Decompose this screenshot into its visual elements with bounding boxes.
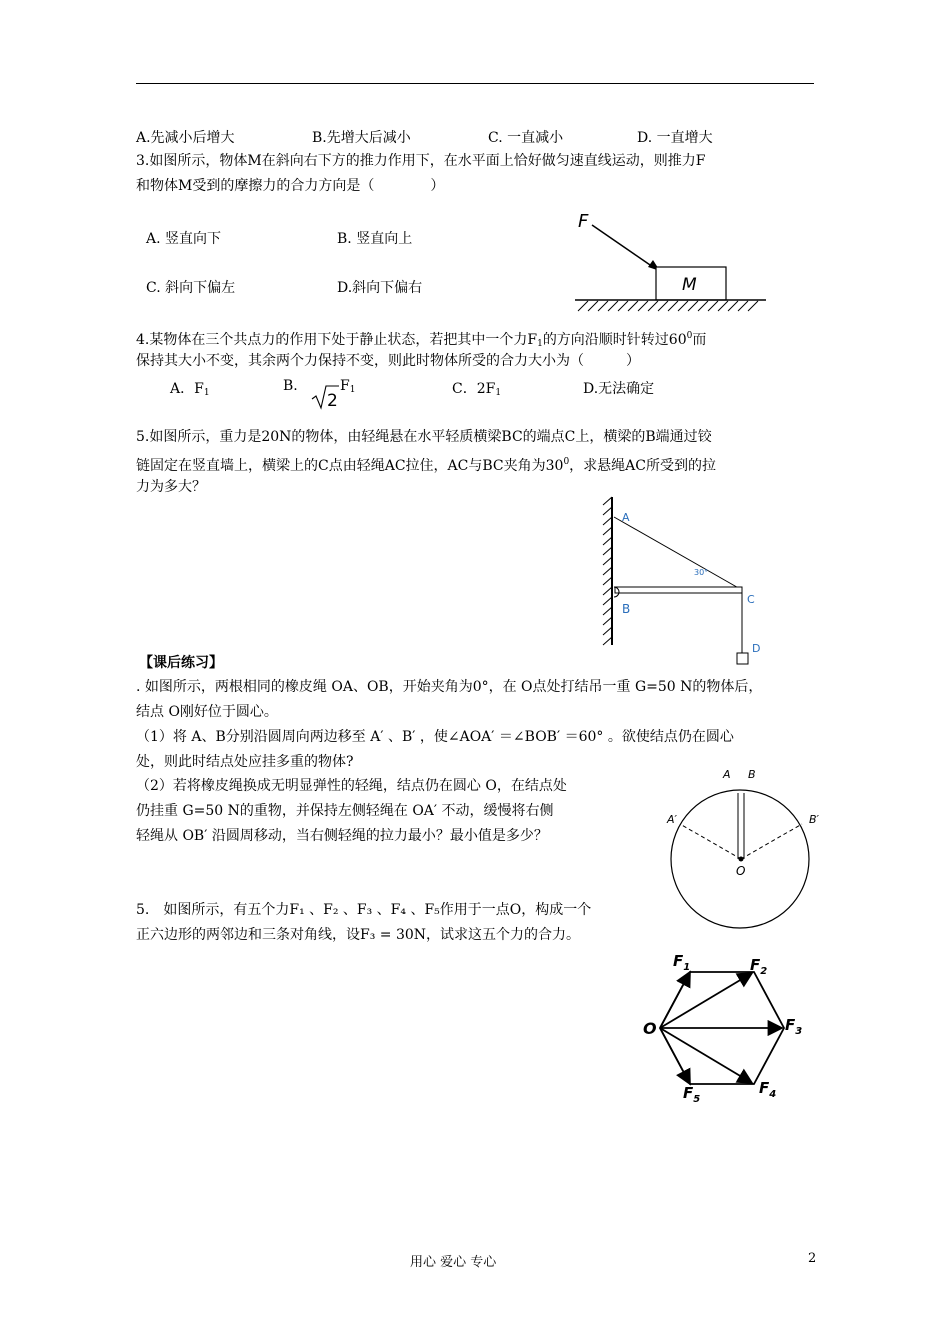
f3-sub: 3 — [795, 1026, 803, 1037]
q4-option-d: D.无法确定 — [583, 381, 655, 397]
exercise-line3: （1）将 A、B分别沿圆周向两边移至 A′ 、B′ ，使∠AOA′ ＝∠BOB′ ＝60° 。欲使结点仍在圆心 — [136, 729, 734, 745]
q2-option-c: C. 一直减小 — [488, 130, 564, 146]
forces-text-line2: 正六边形的两邻边和三条对角线，设F₃ = 30N，试求这五个力的合力。 — [136, 927, 581, 943]
sqrt-radicand: 2 — [327, 391, 338, 411]
f4-label — [759, 1079, 776, 1100]
f2-symbol: F — [750, 956, 761, 974]
q4-option-b-sqrt — [310, 383, 340, 411]
force-f-label: F — [578, 211, 589, 232]
footer-center: 用心 爱心 专心 — [410, 1255, 497, 1270]
q3-option-a: A. 竖直向下 — [146, 231, 222, 247]
exercise-line1: . 如图所示，两根相同的橡皮绳 OA、OB，开始夹角为0°，在 O点处打结吊一重 G=50 N的物体后， — [136, 679, 763, 695]
point-d-label: D — [752, 642, 761, 655]
q4-option-a — [170, 378, 210, 398]
q4-line1-sub: 1 — [537, 339, 543, 349]
f3-symbol: F — [785, 1016, 796, 1034]
f2-sub: 2 — [760, 966, 768, 977]
f1-label — [673, 952, 690, 973]
q4-line1-part-b: 的方向沿顺时针转过60 — [542, 332, 687, 348]
q4-line1-part-c: 而 — [692, 332, 707, 348]
hex-o-label: O — [643, 1019, 657, 1038]
q4-text-line1 — [136, 326, 706, 354]
q4-option-b-sub: 1 — [349, 385, 356, 395]
f5-sub: 5 — [693, 1094, 701, 1105]
exercise-line4: 处，则此时结点处应挂多重的物体? — [136, 754, 354, 770]
circle-figure — [660, 760, 820, 935]
f1-symbol: F — [673, 952, 684, 970]
q4-option-c-sub: 1 — [495, 388, 502, 398]
q4-text-line2: 保持其大小不变，其余两个力保持不变，则此时物体所受的合力大小为（ ） — [136, 353, 640, 369]
point-a-label: A — [622, 511, 630, 524]
f5-symbol: F — [683, 1084, 694, 1102]
f4-sub: 4 — [769, 1089, 777, 1100]
f5-label — [683, 1084, 700, 1105]
f3-label — [785, 1016, 802, 1037]
exercise-line7: 轻绳从 OB′ 沿圆周移动，当右侧轻绳的拉力最小？最小值是多少？ — [136, 828, 548, 844]
q3-figure — [570, 205, 770, 317]
block-m-label: M — [682, 275, 697, 295]
q3-option-d: D.斜向下偏右 — [337, 280, 423, 296]
header-rule — [136, 83, 814, 84]
circle-label-b: B — [748, 768, 756, 781]
q3-option-c: C. 斜向下偏左 — [146, 280, 236, 296]
q5-text-line2 — [136, 452, 716, 476]
circle-label-b-prime: B′ — [809, 813, 820, 826]
q4-option-a-sub: 1 — [203, 388, 210, 398]
exercise-line6: 仍挂重 G=50 N的重物，并保持左侧轻绳在 OA′ 不动，缓慢将右侧 — [136, 803, 554, 819]
q4-option-b: B. — [283, 378, 298, 394]
q5-text-line3: 力为多大？ — [136, 479, 206, 495]
f2-label — [750, 956, 767, 977]
q4-option-c-text: C．2F — [452, 381, 496, 397]
circle-label-a-prime: A′ — [667, 813, 678, 826]
q4-option-b-f-text: F — [340, 378, 350, 394]
point-c-label: C — [747, 593, 755, 606]
q3-text-line1: 3.如图所示，物体M在斜向右下方的推力作用下，在水平面上恰好做匀速直线运动，则推力F — [136, 153, 706, 169]
q5-line2-part-b: ，求悬绳AC所受到的拉 — [569, 458, 716, 474]
q3-text-line2: 和物体M受到的摩擦力的合力方向是（ ） — [136, 178, 445, 194]
angle-label: 30° — [694, 568, 709, 577]
q2-option-b: B.先增大后减小 — [312, 130, 411, 146]
circle-label-o: O — [736, 864, 746, 878]
q3-option-b: B. 竖直向上 — [337, 231, 413, 247]
q4-line1-sup: 0 — [686, 331, 693, 341]
hexagon-figure — [635, 948, 810, 1108]
q4-line1-part-a: 4.某物体在三个共点力的作用下处于静止状态，若把其中一个力F — [136, 332, 538, 348]
circle-label-a: A — [723, 768, 731, 781]
q2-option-a: A.先减小后增大 — [136, 130, 235, 146]
q4-option-a-text: A．F — [170, 381, 204, 397]
q4-option-c — [452, 378, 501, 398]
exercise-line2: 结点 O刚好位于圆心。 — [136, 704, 278, 720]
q2-option-d: D. 一直增大 — [637, 130, 713, 146]
q5-figure — [600, 495, 770, 675]
q5-text-line1: 5.如图所示，重力是20N的物体，由轻绳悬在水平轻质横梁BC的端点C上，横梁的B端通过铰 — [136, 429, 712, 445]
f1-sub: 1 — [683, 962, 691, 973]
exercise-line5: （2）若将橡皮绳换成无明显弹性的轻绳，结点仍在圆心 O，在结点处 — [136, 778, 567, 794]
q5-line2-part-a: 链固定在竖直墙上，横梁上的C点由轻绳AC拉住，AC与BC夹角为30 — [136, 458, 564, 474]
forces-text-line1: 5. 如图所示，有五个力F₁ 、F₂ 、F₃ 、F₄ 、F₅作用于一点O，构成一个 — [136, 902, 592, 918]
f4-symbol: F — [759, 1079, 770, 1097]
q5-line2-sup: 0 — [563, 457, 570, 467]
section-title: 【课后练习】 — [139, 655, 223, 671]
page-number: 2 — [808, 1251, 817, 1266]
point-b-label: B — [622, 602, 631, 616]
q4-option-b-f — [340, 378, 355, 395]
